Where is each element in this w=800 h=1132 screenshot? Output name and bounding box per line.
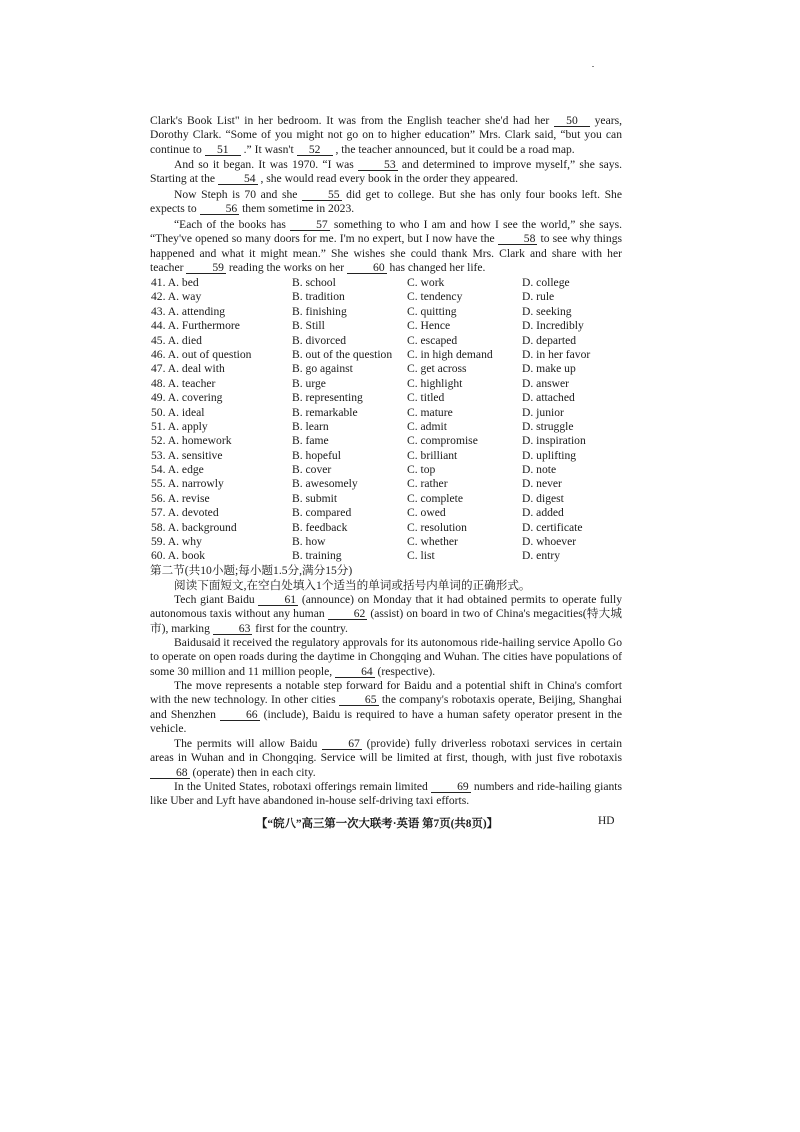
option-a: 57. A. devoted bbox=[151, 506, 219, 520]
option-c: C. brilliant bbox=[407, 448, 458, 462]
option-c: C. resolution bbox=[407, 520, 467, 534]
blank-57: 57 bbox=[290, 219, 330, 231]
option-a: 60. A. book bbox=[151, 549, 206, 563]
option-d: D. answer bbox=[522, 376, 570, 390]
option-row bbox=[151, 492, 631, 506]
blank-69: 69 bbox=[431, 781, 471, 793]
option-c: C. mature bbox=[407, 405, 453, 419]
option-a: 50. A. ideal bbox=[151, 405, 205, 419]
option-row bbox=[151, 362, 631, 376]
blank-50: 50 bbox=[554, 115, 590, 127]
option-d: D. seeking bbox=[522, 304, 572, 318]
page-footer bbox=[0, 815, 800, 831]
option-d: D. whoever bbox=[522, 535, 577, 549]
passage-paragraph: Baidusaid it received the regulatory approvals for its autonomous ride-hailing service Apollo Go to operate on open roads during the daytime in Chongqing and Wuhan. The cities have populations of some 30 million and 11 million people, 64 (respective). bbox=[150, 636, 622, 678]
option-row bbox=[151, 406, 631, 420]
blank-55: 55 bbox=[302, 189, 342, 201]
option-c: C. complete bbox=[407, 491, 464, 505]
blank-62: 62 bbox=[328, 608, 368, 620]
option-c: C. admit bbox=[407, 419, 447, 433]
option-b: B. awesomely bbox=[292, 477, 358, 491]
passage-paragraph: Clark's Book List" in her bedroom. It was from the English teacher she'd had her 50 years, Dorothy Clark. “Some of you might not go on to higher education” Mrs. Clark said, “but you can continue to 51 .” It wasn't 52 , the teacher announced, but it could be a road map. bbox=[150, 114, 622, 156]
option-d: D. in her favor bbox=[522, 347, 591, 361]
option-d: D. uplifting bbox=[522, 448, 577, 462]
option-b: B. compared bbox=[292, 506, 352, 520]
option-b: B. school bbox=[292, 276, 336, 289]
option-row bbox=[151, 535, 631, 549]
blank-56: 56 bbox=[200, 203, 240, 215]
blank-52: 52 bbox=[297, 144, 333, 156]
blank-51: 51 bbox=[205, 144, 241, 156]
blank-60: 60 bbox=[347, 262, 387, 274]
option-row bbox=[151, 290, 631, 304]
option-d: D. certificate bbox=[522, 520, 583, 534]
option-row bbox=[151, 506, 631, 520]
option-row bbox=[151, 477, 631, 491]
option-c: C. get across bbox=[407, 362, 467, 376]
blank-65: 65 bbox=[339, 694, 379, 706]
option-d: D. junior bbox=[522, 405, 564, 419]
option-row bbox=[151, 391, 631, 405]
option-b: B. Still bbox=[292, 319, 325, 333]
option-a: 43. A. attending bbox=[151, 304, 226, 318]
option-d: D. entry bbox=[522, 549, 560, 563]
option-b: B. urge bbox=[292, 376, 326, 390]
option-c: C. top bbox=[407, 463, 436, 477]
footer-exam-title: 【“皖八”高三第一次大联考·英语 第7页(共8页)】 bbox=[256, 818, 499, 830]
option-d: D. rule bbox=[522, 290, 555, 304]
option-a: 46. A. out of question bbox=[151, 347, 252, 361]
option-b: B. fame bbox=[292, 434, 329, 448]
option-b: B. feedback bbox=[292, 520, 348, 534]
option-b: B. finishing bbox=[292, 304, 347, 318]
option-a: 44. A. Furthermore bbox=[151, 319, 240, 333]
option-b: B. divorced bbox=[292, 333, 347, 347]
option-c: C. owed bbox=[407, 506, 446, 520]
section-instruction: 阅读下面短文,在空白处填入1个适当的单词或括号内单词的正确形式。 bbox=[174, 579, 531, 592]
option-b: B. go against bbox=[292, 362, 353, 376]
option-b: B. how bbox=[292, 535, 326, 549]
option-a: 45. A. died bbox=[151, 333, 202, 347]
option-b: B. learn bbox=[292, 419, 329, 433]
option-row bbox=[151, 463, 631, 477]
blank-64: 64 bbox=[335, 666, 375, 678]
option-b: B. training bbox=[292, 549, 342, 563]
blank-59: 59 bbox=[186, 262, 226, 274]
option-row bbox=[151, 420, 631, 434]
blank-67: 67 bbox=[322, 738, 362, 750]
option-a: 48. A. teacher bbox=[151, 376, 216, 390]
option-d: D. inspiration bbox=[522, 434, 586, 448]
option-a: 59. A. why bbox=[151, 535, 202, 549]
passage-paragraph: Tech giant Baidu 61 (announce) on Monday that it had obtained permits to operate fully autonomous taxis without any human 62 (assist) on board in two of China's megacities(特大城市), marking 63 first for the country. bbox=[150, 593, 622, 635]
blank-58: 58 bbox=[498, 233, 538, 245]
blank-54: 54 bbox=[218, 173, 258, 185]
footer-code: HD bbox=[598, 815, 615, 827]
option-a: 41. A. bed bbox=[151, 276, 199, 289]
option-a: 52. A. homework bbox=[151, 434, 232, 448]
option-c: C. Hence bbox=[407, 319, 451, 333]
option-b: B. hopeful bbox=[292, 448, 341, 462]
option-b: B. submit bbox=[292, 491, 338, 505]
option-b: B. tradition bbox=[292, 290, 345, 304]
option-row bbox=[151, 348, 631, 362]
option-a: 58. A. background bbox=[151, 520, 237, 534]
option-c: C. in high demand bbox=[407, 347, 493, 361]
option-d: D. departed bbox=[522, 333, 577, 347]
option-row bbox=[151, 319, 631, 333]
option-b: B. representing bbox=[292, 391, 363, 405]
option-c: C. rather bbox=[407, 477, 448, 491]
option-c: C. highlight bbox=[407, 376, 463, 390]
option-a: 54. A. edge bbox=[151, 463, 204, 477]
option-a: 56. A. revise bbox=[151, 491, 210, 505]
blank-66: 66 bbox=[220, 709, 260, 721]
blank-63: 63 bbox=[213, 623, 253, 635]
option-c: C. compromise bbox=[407, 434, 478, 448]
scan-speck bbox=[592, 66, 594, 67]
section-heading: 第二节(共10小题;每小题1.5分,满分15分) bbox=[150, 564, 353, 577]
option-d: D. note bbox=[522, 463, 557, 477]
option-c: C. whether bbox=[407, 535, 458, 549]
option-a: 49. A. covering bbox=[151, 391, 223, 405]
option-d: D. make up bbox=[522, 362, 576, 376]
option-d: D. struggle bbox=[522, 419, 574, 433]
option-row bbox=[151, 377, 631, 391]
passage-paragraph: Now Steph is 70 and she 55 did get to college. But she has only four books left. She expects to 56 them sometime in 2023. bbox=[150, 188, 622, 216]
option-row bbox=[151, 434, 631, 448]
option-a: 42. A. way bbox=[151, 290, 202, 304]
option-b: B. cover bbox=[292, 463, 332, 477]
option-row bbox=[151, 276, 631, 290]
option-c: C. quitting bbox=[407, 304, 457, 318]
passage-paragraph: The permits will allow Baidu 67 (provide) fully driverless robotaxi services in certain areas in Wuhan and in Chongqing. Service will be limited at first, though, with just five robotaxis 68 (operate) then in each city. bbox=[150, 737, 622, 779]
blank-61: 61 bbox=[258, 594, 298, 606]
option-d: D. Incredibly bbox=[522, 319, 584, 333]
option-c: C. work bbox=[407, 276, 445, 289]
option-c: C. escaped bbox=[407, 333, 458, 347]
blank-53: 53 bbox=[358, 159, 398, 171]
option-c: C. titled bbox=[407, 391, 445, 405]
option-d: D. never bbox=[522, 477, 562, 491]
option-a: 47. A. deal with bbox=[151, 362, 225, 376]
answer-options-list bbox=[151, 276, 631, 564]
option-row bbox=[151, 334, 631, 348]
passage-paragraph: “Each of the books has 57 something to who I am and how I see the world,” she says. “They've opened so many doors for me. I'm no expert, but I now have the 58 to see why things happened and what it might mean.” She wishes she could thank Mrs. Clark and share with her teacher 59 reading the works on her 60 has changed her life. bbox=[150, 218, 622, 275]
option-c: C. tendency bbox=[407, 290, 463, 304]
option-d: D. added bbox=[522, 506, 564, 520]
option-row bbox=[151, 305, 631, 319]
option-row bbox=[151, 521, 631, 535]
passage-paragraph: The move represents a notable step forward for Baidu and a potential shift in China's comfort with the new technology. In other cities 65 the company's robotaxis operate, Beijing, Shanghai and Shenzhen 66 (include), Baidu is required to have a human safety operator present in the vehicle. bbox=[150, 679, 622, 736]
option-d: D. attached bbox=[522, 391, 575, 405]
option-row bbox=[151, 449, 631, 463]
blank-68: 68 bbox=[150, 767, 190, 779]
option-b: B. remarkable bbox=[292, 405, 358, 419]
option-a: 55. A. narrowly bbox=[151, 477, 224, 491]
passage-paragraph: In the United States, robotaxi offerings remain limited 69 numbers and ride-hailing giants like Uber and Lyft have abandoned in-house self-driving taxi efforts. bbox=[150, 780, 622, 808]
option-b: B. out of the question bbox=[292, 347, 393, 361]
option-c: C. list bbox=[407, 549, 435, 563]
option-d: D. digest bbox=[522, 491, 564, 505]
passage-paragraph: And so it began. It was 1970. “I was 53 and determined to improve myself,” she says. Starting at the 54 , she would read every book in the order they appeared. bbox=[150, 158, 622, 186]
option-row bbox=[151, 549, 631, 563]
option-a: 53. A. sensitive bbox=[151, 448, 223, 462]
option-a: 51. A. apply bbox=[151, 419, 208, 433]
option-d: D. college bbox=[522, 276, 570, 289]
